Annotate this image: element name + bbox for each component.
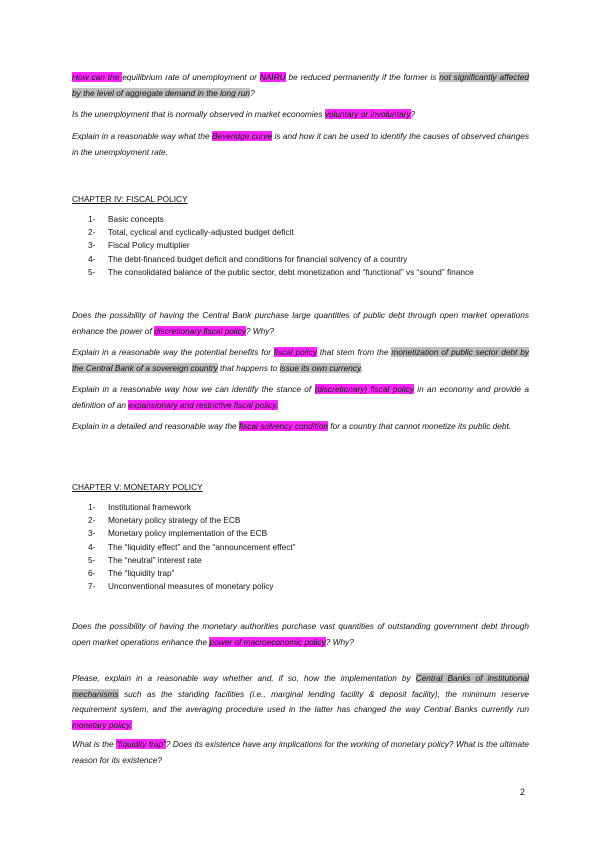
highlight: NAIRU xyxy=(259,72,286,82)
highlight: How can the xyxy=(72,72,123,82)
chapter-v-topics xyxy=(88,501,528,593)
question-fiscal-stance: Explain in a reasonable way how we can identify the stance of (discretionary) fiscal policy in an economy and provide a definition of an expansionary and restrictive fiscal policy. xyxy=(72,384,529,410)
page-number: 2 xyxy=(520,787,526,797)
gray-highlight: monetization of public sector debt by the Central Bank of a sovereign country xyxy=(72,347,530,373)
list-item: 5- The consolidated balance of the public sector, debt monetization and “functional” vs “sound” finance xyxy=(88,266,474,277)
list-item: 2- Monetary policy strategy of the ECB xyxy=(88,515,241,526)
question-nairu: How can the equilibrium rate of unemployment or NAIRU be reduced permanently if the former is not significantly affected by the level of aggregate demand in the long run? xyxy=(72,72,529,98)
gray-highlight: Central Banks of institutional mechanisms xyxy=(72,673,529,699)
highlight: “liquidity trap” xyxy=(116,739,166,749)
list-item: 3- Monetary policy implementation of the ECB xyxy=(88,528,268,539)
list-item: 6- The “liquidity trap” xyxy=(88,568,175,579)
list-item: 1- Basic concepts xyxy=(88,214,164,224)
highlight: voluntary or involuntary xyxy=(324,109,411,119)
question-institutional-mechanisms: Please, explain in a reasonable way whether and, if so, how the implementation by Central Banks of institutional mechanisms such as the standing facilities (i.e., marginal lending facility & deposit facility), the minimum reserve requirement system, and the averaging procedure used in the latter has changed the way Central Banks currently run monetary policy. xyxy=(72,673,529,730)
list-item: 1- Institutional framework xyxy=(88,502,192,512)
chapter-iv-heading: CHAPTER IV: FISCAL POLICY xyxy=(72,194,188,204)
list-item: 7- Unconventional measures of monetary policy xyxy=(88,581,274,592)
question-monetization: Explain in a reasonable way the potential benefits for fiscal policy that stem from the monetization of public sector debt by the Central Bank of a sovereign country that happens to issue its own currency. xyxy=(72,347,530,373)
chapter-v-heading: CHAPTER V: MONETARY POLICY xyxy=(72,482,203,492)
list-item: 4- The “liquidity effect” and the “announcement effect” xyxy=(88,541,296,552)
chapter-iv-topics xyxy=(88,213,528,279)
list-item: 2- Total, cyclical and cyclically-adjusted budget deficit xyxy=(88,227,294,238)
question-liquidity-trap: What is the “liquidity trap”? Does its existence have any implications for the working of monetary policy? What is the ultimate reason for its existence? xyxy=(72,739,529,765)
highlight: power of macroeconomic policy xyxy=(209,636,326,647)
highlight: discretionary fiscal policy xyxy=(154,325,246,336)
question-discretionary-fiscal: Does the possibility of having the Central Bank purchase large quantities of public debt through open market operations enhance the power of discretionary fiscal policy? Why? xyxy=(72,310,529,336)
highlight: (discretionary) fiscal policy xyxy=(314,384,414,394)
question-unemployment: Is the unemployment that is normally observed in market economies voluntary or involuntary? xyxy=(72,109,416,119)
gray-highlight: not significantly affected by the level of aggregate demand in the long run xyxy=(72,72,529,98)
question-macroeconomic-policy: Does the possibility of having the monetary authorities purchase vast quantities of outstanding government debt through open market operations enhance the power of macroeconomic policy? Why? xyxy=(72,621,529,647)
highlight: monetary policy. xyxy=(72,719,132,730)
list-item: 4- The debt-financed budget deficit and conditions for financial solvency of a country xyxy=(88,253,408,264)
highlight: expansionary and restrictive fiscal policy. xyxy=(128,399,278,410)
list-item: 3- Fiscal Policy multiplier xyxy=(88,240,190,251)
highlight: Beveridge curve xyxy=(212,131,273,141)
list-item: 5- The “neutral” interest rate xyxy=(88,554,202,565)
gray-highlight: issue its own currency xyxy=(279,362,361,373)
highlight: fiscal solvency condition xyxy=(238,421,328,431)
question-fiscal-solvency: Explain in a detailed and reasonable way the fiscal solvency condition for a country that cannot monetize its public debt. xyxy=(72,421,512,431)
question-beveridge: Explain in a reasonable way what the Beveridge curve is and how it can be used to identify the causes of observed changes in the unemployment rate. xyxy=(72,131,529,157)
highlight: fiscal policy xyxy=(273,347,317,357)
